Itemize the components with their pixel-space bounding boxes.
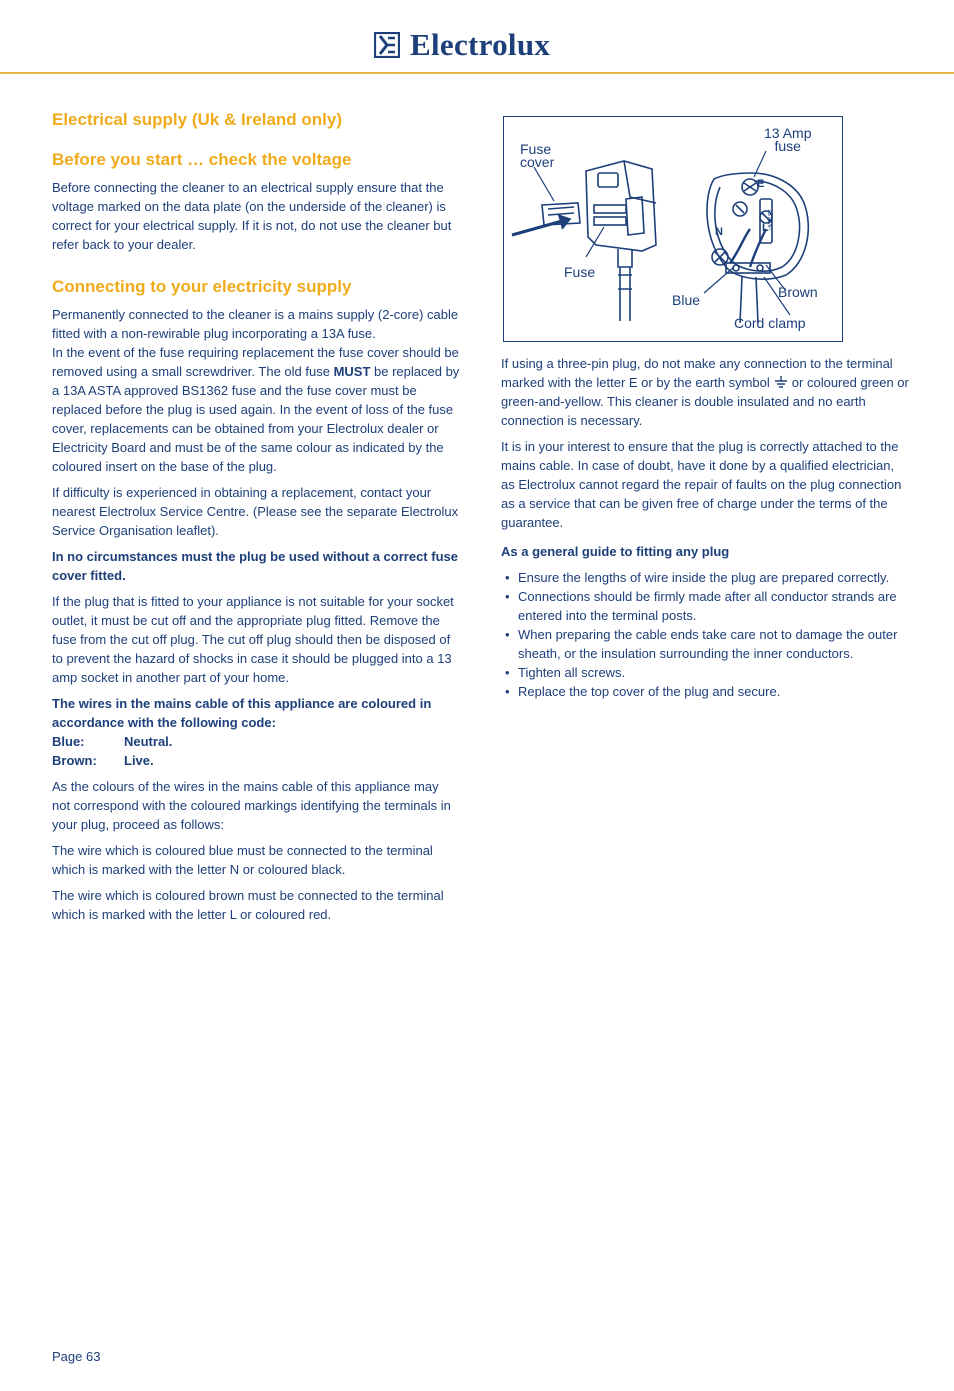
earth-symbol-icon [774, 376, 788, 389]
page-header [0, 0, 954, 74]
label-text: 13 Amp [764, 125, 812, 141]
service-centre-paragraph: If difficulty is experienced in obtaining a replacement, contact your nearest Electrolux Service Centre. (Please see the separate Electrolux Service Organisation leaflet). [52, 485, 459, 538]
list-item: • When preparing the cable ends take care not to damage the outer sheath, or the insulation surrounding the inner conductors. [501, 625, 911, 663]
label-text: Fuse [520, 141, 552, 157]
legend-row-brown [52, 751, 460, 770]
legend-row-blue [52, 732, 460, 751]
list-item: • Connections should be firmly made after all conductor strands are entered into the terminal posts. [501, 587, 911, 625]
voltage-heading: Before you start … check the voltage [52, 150, 352, 169]
label-terminal-n: N [715, 226, 723, 238]
brand-logo [374, 28, 550, 62]
guide-heading: As a general guide to fitting any plug [501, 544, 730, 559]
page-number: Page 63 [52, 1349, 101, 1364]
header-rule [0, 72, 954, 74]
cable-paragraph: Permanently connected to the cleaner is a mains supply (2-core) cable fitted with a non-rewirable plug incorporating a 13A fuse. [52, 307, 459, 341]
label-terminal-l: L [762, 222, 769, 234]
right-column [501, 354, 911, 701]
guide-list [501, 568, 911, 701]
label-13-amp-fuse [764, 127, 811, 153]
wire-colour-intro: The wires in the mains cable of this appliance are coloured in accordance with the following code: [52, 696, 432, 730]
label-text: fuse [774, 138, 801, 154]
plug-diagram [503, 116, 843, 342]
earth-text-post: or coloured green or green-and-yellow. This cleaner is double insulated and no earth connection is necessary. [501, 375, 909, 428]
label-terminal-e: E [757, 178, 765, 190]
cut-off-plug-paragraph: If the plug that is fitted to your appliance is not suitable for your socket outlet, it must be cut off and the appropriate plug fitted. Remove the fuse from the cut off plug. The cut off plug should then be disposed of to prevent the hazard of shocks in case it should be plugged into a 13 amp socket in another part of your home. [52, 594, 454, 685]
legend-value: Live. [124, 753, 154, 768]
fuse-text-pre: In the event of the fuse requiring replacement the fuse cover should be removed using a small screwdriver. The old fuse [52, 345, 459, 379]
page-title: Electrical supply (Uk & Ireland only) [52, 110, 343, 129]
label-blue: Blue [672, 292, 701, 308]
list-item: • Ensure the lengths of wire inside the plug are prepared correctly. [501, 568, 911, 587]
must-emphasis: MUST [333, 364, 371, 379]
earth-text-pre: If using a three-pin plug, do not make any connection to the terminal marked with the letter E or by the earth symbol [501, 356, 893, 390]
list-item: • Replace the top cover of the plug and secure. [501, 682, 911, 701]
left-column [52, 108, 460, 931]
guarantee-paragraph: It is in your interest to ensure that the plug is correctly attached to the mains cable. In case of doubt, have it done by a qualified electrician, as Electrolux cannot regard the repair of faults on the plug connection as a service that can be given free of charge under the terms of the guarantee. [501, 439, 902, 530]
label-text: cover [520, 154, 555, 170]
blue-wire-paragraph: The wire which is coloured blue must be connected to the terminal which is marked with the letter N or coloured black. [52, 843, 433, 877]
label-fuse-marking: 13 AMP [766, 209, 772, 231]
fuse-replacement-paragraph [52, 343, 460, 476]
electrolux-logo-icon [374, 32, 400, 58]
label-fuse-cover [520, 143, 554, 169]
earth-paragraph [501, 354, 911, 430]
label-brown: Brown [778, 284, 818, 300]
legend-key: Brown: [52, 753, 97, 768]
label-cord-clamp: Cord clamp [734, 315, 806, 331]
list-item: • Tighten all screws. [501, 663, 911, 682]
fuse-cover-warning: In no circumstances must the plug be used without a correct fuse cover fitted. [52, 549, 458, 583]
voltage-paragraph: Before connecting the cleaner to an electrical supply ensure that the voltage marked on the data plate (on the underside of the cleaner) is correct for your electrical supply. If it is not, do not use the cleaner but refer back to your dealer. [52, 180, 452, 252]
brand-name: Electrolux [410, 27, 551, 62]
fuse-text-post: be replaced by a 13A ASTA approved BS1362 fuse and the fuse cover must be replaced before the plug is used again. In the event of loss of the fuse cover, replacements can be obtained from your Electrolux dealer or Electricity Board and must be of the same colour as indicated by the coloured insert on the base of the plug. [52, 364, 460, 474]
spacer [52, 261, 460, 275]
terminal-markings-paragraph: As the colours of the wires in the mains cable of this appliance may not correspond with the coloured markings identifying the terminals in your plug, proceed as follows: [52, 779, 451, 832]
legend-key: Blue: [52, 734, 85, 749]
wire-colour-legend [52, 732, 460, 770]
connecting-heading: Connecting to your electricity supply [52, 277, 352, 296]
legend-value: Neutral. [124, 734, 173, 749]
brown-wire-paragraph: The wire which is coloured brown must be connected to the terminal which is marked with the letter L or coloured red. [52, 888, 444, 922]
label-fuse: Fuse [564, 264, 596, 280]
